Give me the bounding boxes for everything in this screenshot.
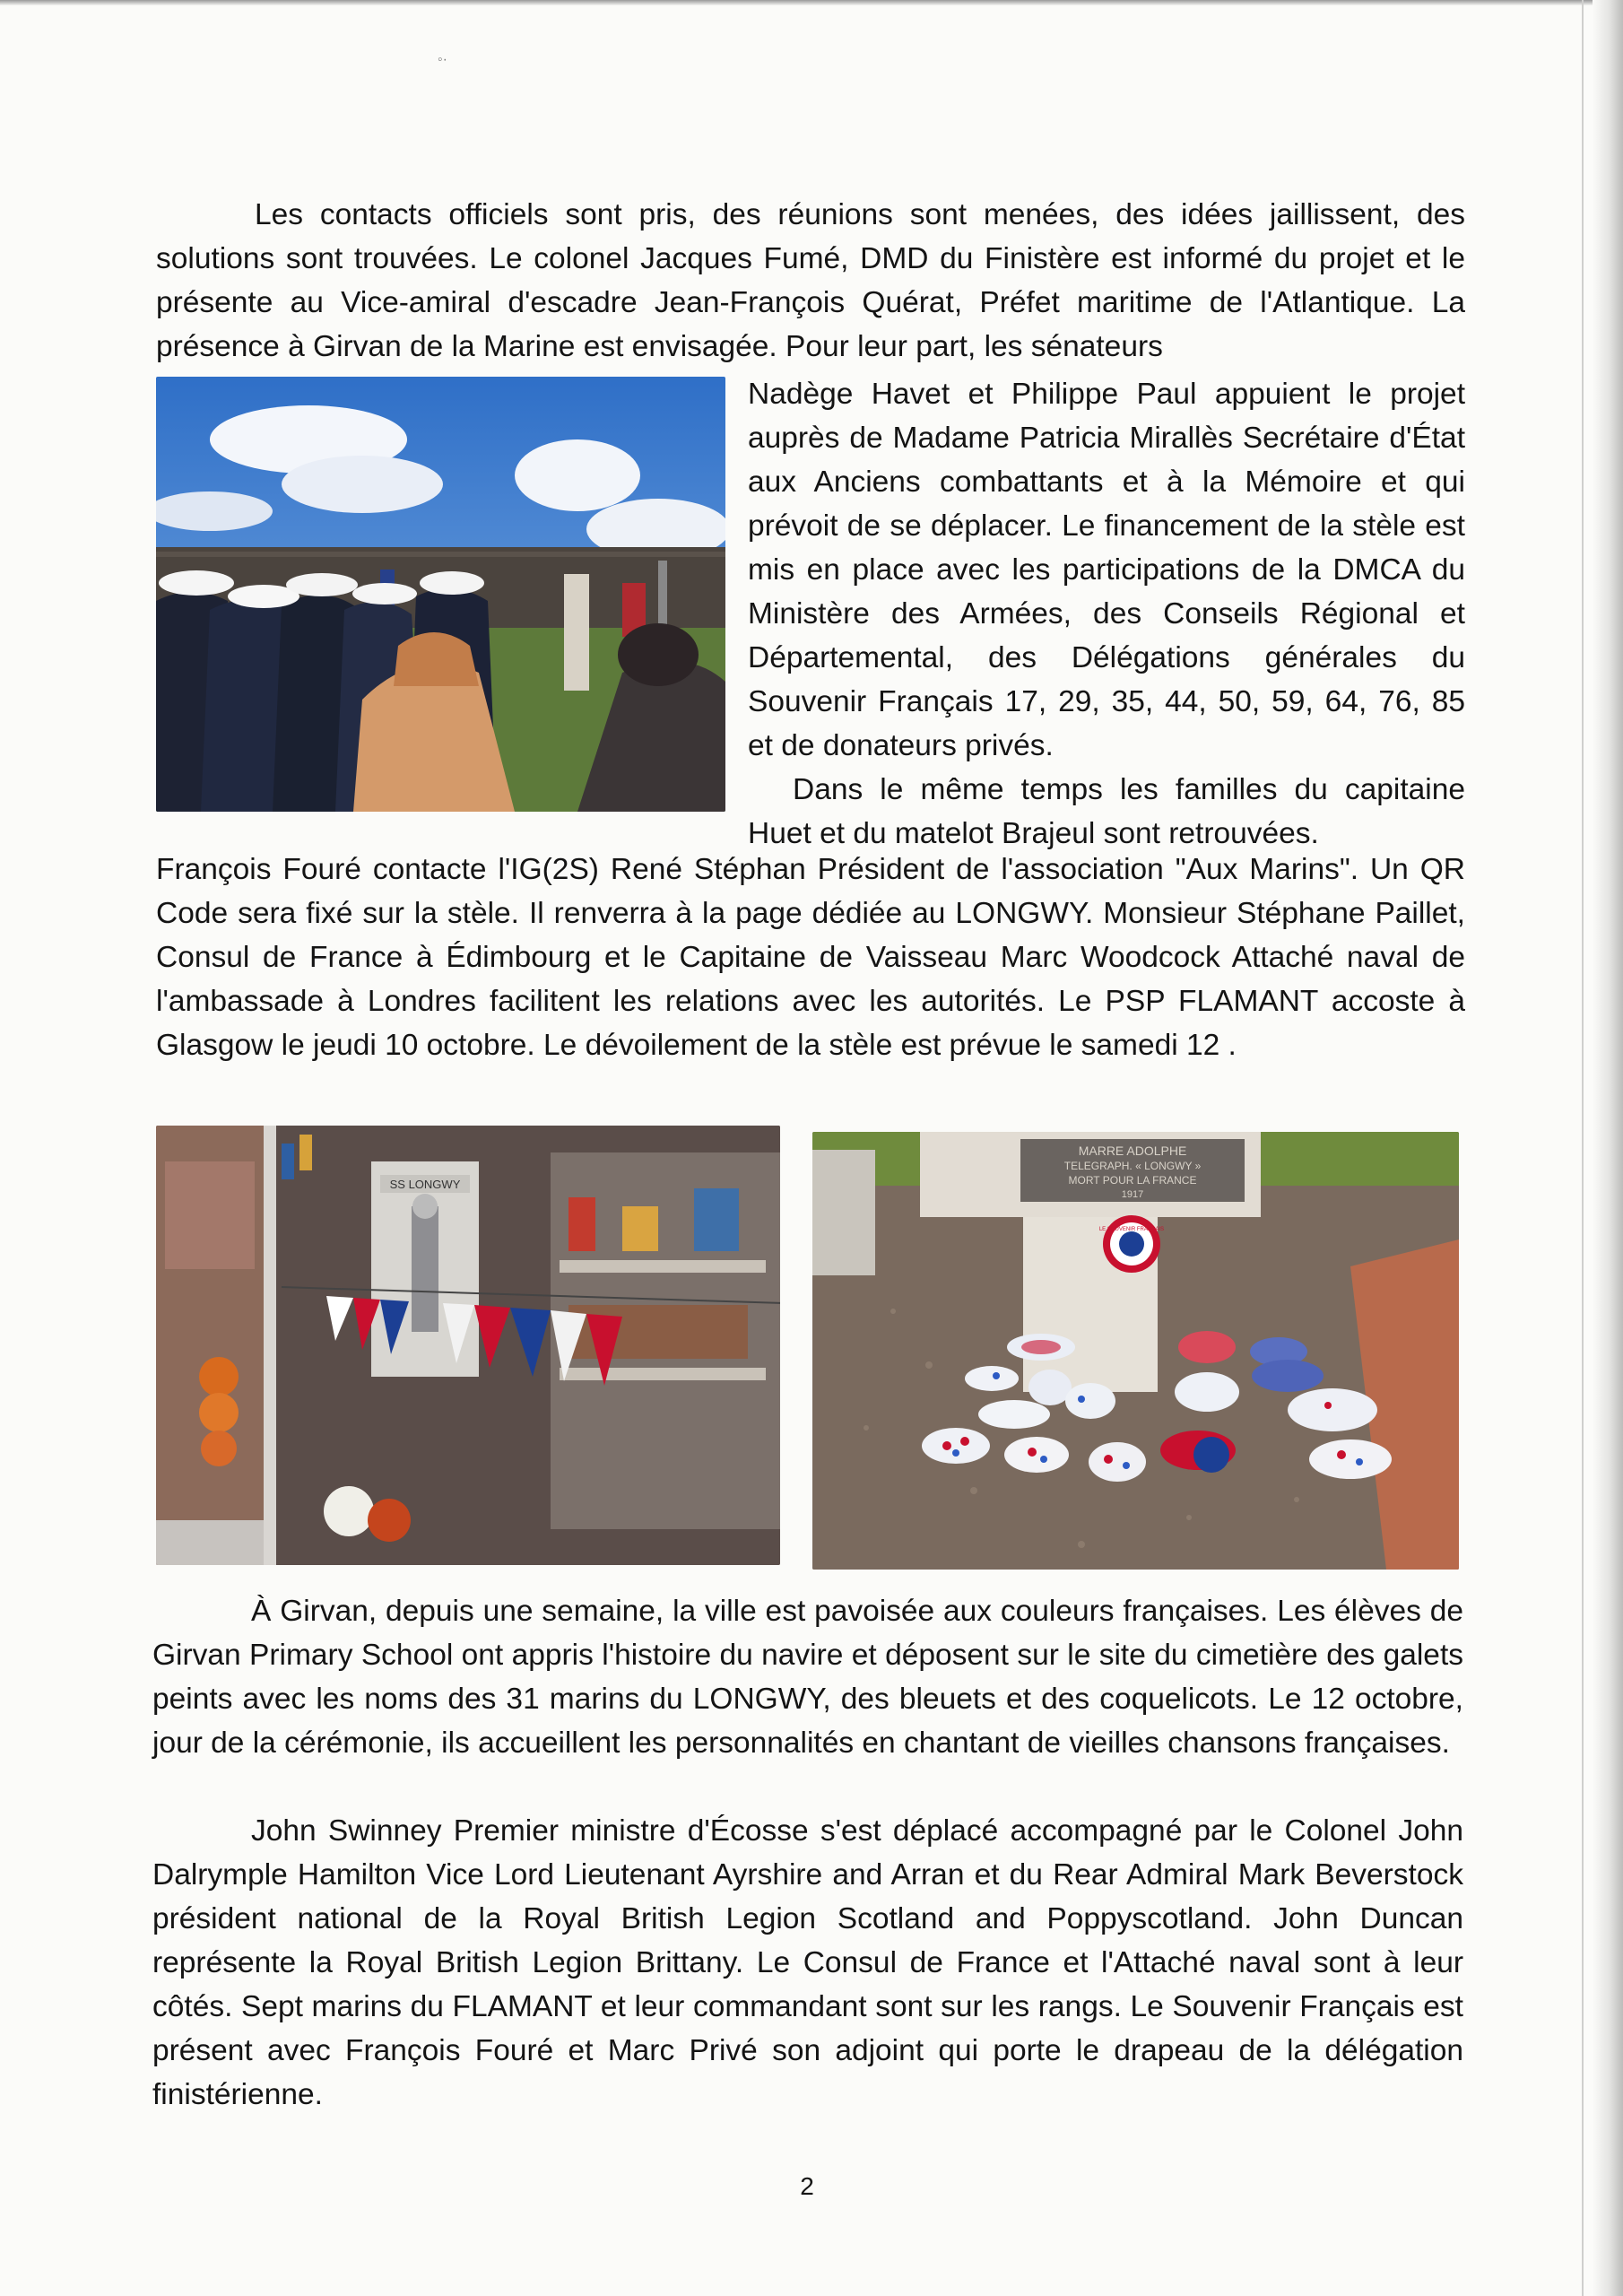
paragraph-4-block [152, 1809, 1463, 2117]
paragraph-2-block [156, 848, 1465, 1067]
plaque-line-3: MORT POUR LA FRANCE [1068, 1174, 1197, 1187]
paragraph-1-continued: Nadège Havet et Philippe Paul appuient le projet auprès de Madame Patricia Mirallès Secrétaire d'État aux Anciens combattants et à la Mémoire et qui prévoit de se déplacer. Le financement de la stèle est mis en place avec les participations de la DMCA du Ministère des Armées, des Conseils Régional et Départemental, des Délégations générales du Souvenir Français 17, 29, 35, 44, 50, 59, 64, 76, 85 et de donateurs privés. [748, 378, 1465, 762]
paragraph-2-start: Dans le même temps les familles du capitaine Huet et du matelot Brajeul sont retrouvées. [748, 773, 1465, 850]
plaque-line-4: 1917 [1121, 1189, 1144, 1200]
paragraph-1-side-block [748, 372, 1465, 856]
photo-stele-pebbles [812, 1132, 1459, 1570]
paragraph-4: John Swinney Premier ministre d'Écosse s'est déplacé accompagné par le Colonel John Dalrymple Hamilton Vice Lord Lieutenant Ayrshire and Arran et du Rear Admiral Mark Beverstock président national de la Royal British Legion Scotland and Poppyscotland. John Duncan représente la Royal British Legion Brittany. Le Consul de France et l'Attaché naval sont à leur côtés. Sept marins du FLAMANT et leur commandant sont sur les rangs. Le Souvenir Français est présent avec François Fouré et Marc Privé son adjoint qui porte le drapeau de la délégation finistérienne. [152, 1814, 1463, 2111]
plaque-line-2: TELEGRAPH. « LONGWY » [1063, 1160, 1202, 1172]
paragraph-1-block [156, 193, 1465, 369]
paragraph-2: François Fouré contacte l'IG(2S) René Stéphan Président de l'association "Aux Marins". Un QR Code sera fixé sur la stèle. Il renverra à la page dédiée au LONGWY. Monsieur Stéphane Paillet, Consul de France à Édimbourg et le Capitaine de Vaisseau Marc Woodcock Attaché naval de l'ambassade à Londres facilitent les relations avec les autorités. Le PSP FLAMANT accoste à Glasgow le jeudi 10 octobre. Le dévoilement de la stèle est prévue le samedi 12 . [156, 853, 1465, 1062]
photo-ceremony-sailors [156, 377, 725, 812]
shop-poster-title: SS LONGWY [389, 1178, 461, 1191]
paragraph-3-block [152, 1589, 1463, 1765]
page-number: 2 [800, 2172, 814, 2200]
plaque-line-1: MARRE ADOLPHE [1078, 1144, 1187, 1158]
paragraph-3: À Girvan, depuis une semaine, la ville est pavoisée aux couleurs françaises. Les élèves de Girvan Primary School ont appris l'histoire du navire et déposent sur le site du cimetière des galets peints avec les noms des 31 marins du LONGWY, des bleuets et des coquelicots. Le 12 octobre, jour de la cérémonie, ils accueillent les personnalités en chantant de vieilles chansons françaises. [152, 1595, 1463, 1760]
photo-shop-window [156, 1126, 780, 1565]
scan-speck: ◦· [438, 52, 447, 67]
roundel-text: LE SOUVENIR FRANÇAIS [1098, 1227, 1165, 1232]
scan-edge-right [1593, 0, 1623, 2296]
scan-binding-line [1582, 0, 1584, 2296]
scan-edge-top [0, 0, 1623, 5]
paragraph-1: Les contacts officiels sont pris, des réunions sont menées, des idées jaillissent, des solutions sont trouvées. Le colonel Jacques Fumé, DMD du Finistère est informé du projet et le présente au Vice-amiral d'escadre Jean-François Quérat, Préfet maritime de l'Atlantique. La présence à Girvan de la Marine est envisagée. Pour leur part, les sénateurs [156, 198, 1465, 363]
